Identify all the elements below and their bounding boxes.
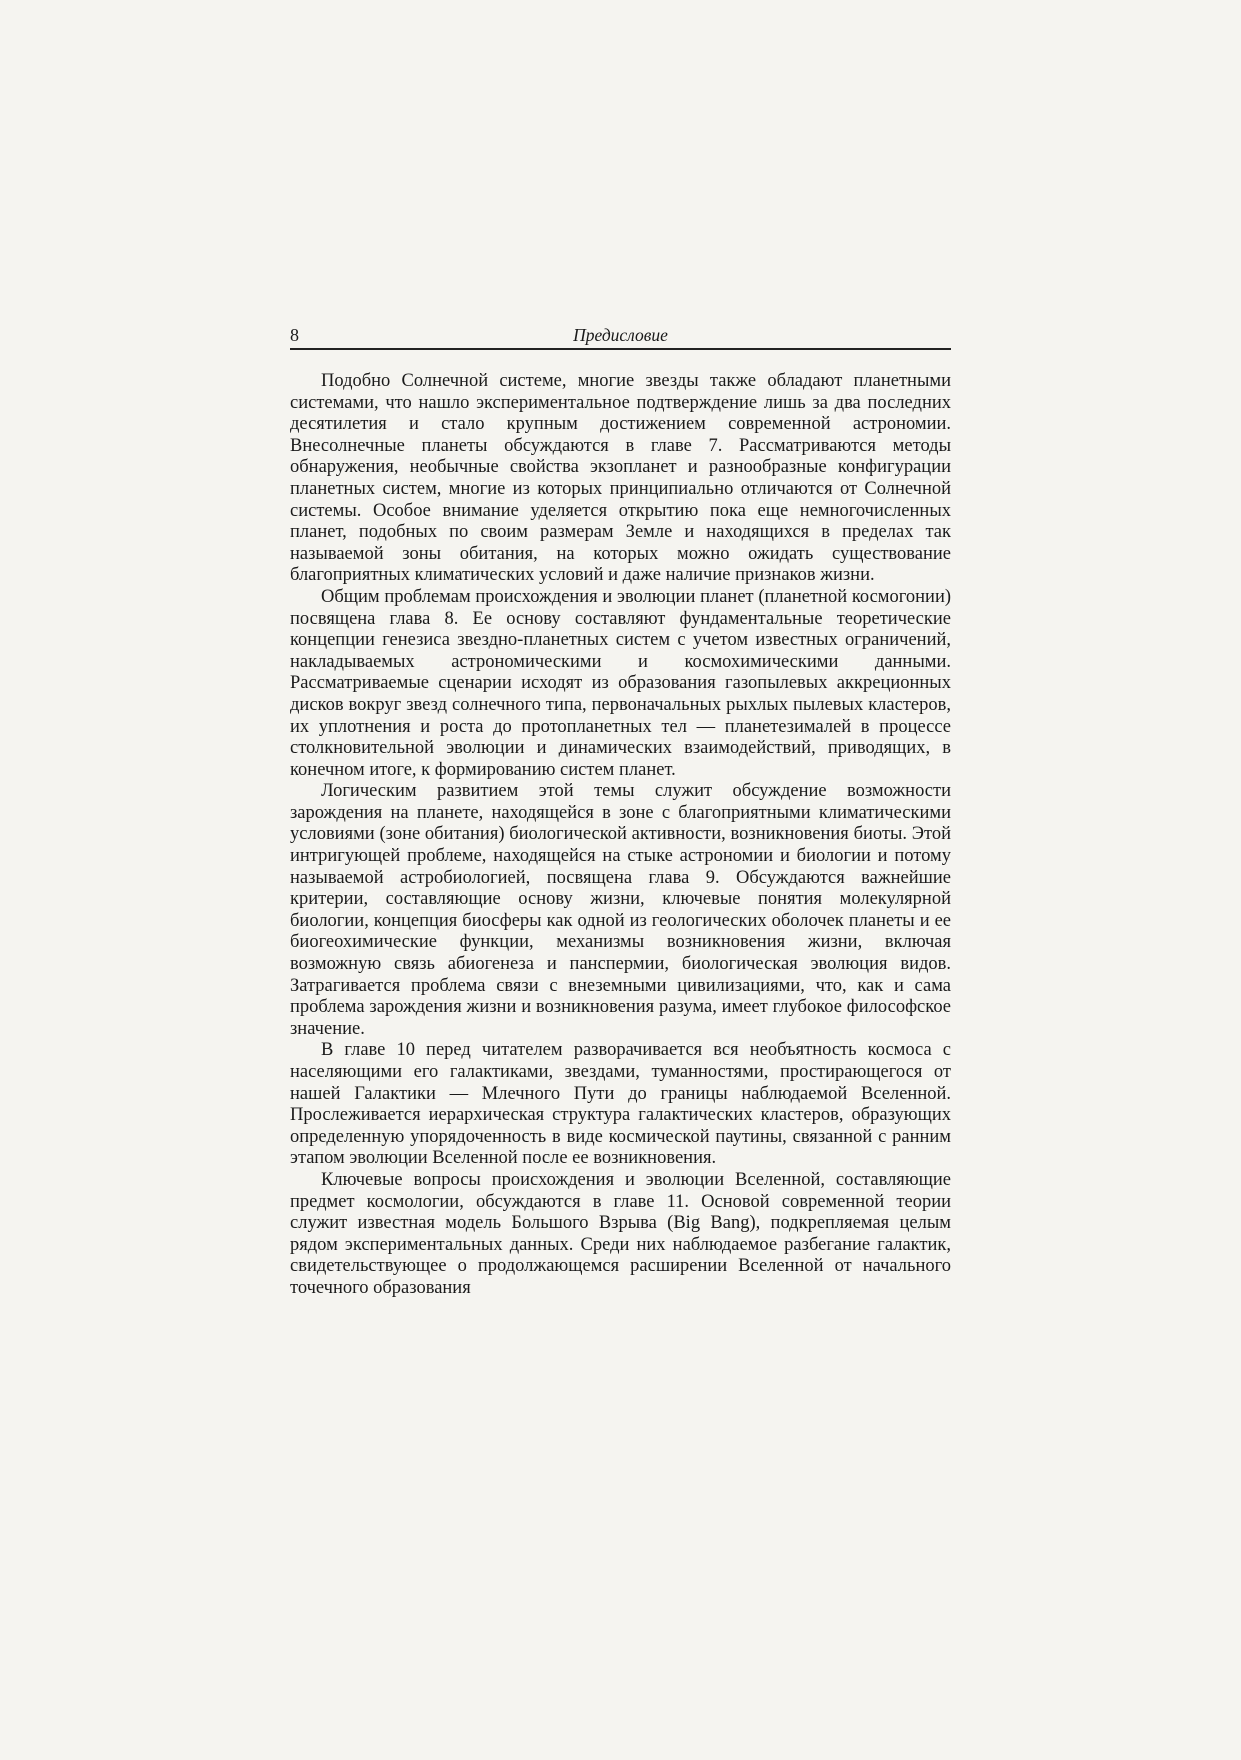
paragraph-planetary-cosmogony: Общим проблемам происхождения и эволюции планет (планетной космогонии) посвящена глава 8. Ее основу составляют фундаментальные теоретические концепции генезиса звездно-планетных систем с учетом известных ограничений, накладываемых астрономическими и космохимическими данными. Рассматриваемые сценарии исходят из образования газопылевых аккреционных дисков вокруг звезд солнечного типа, первоначальных рыхлых пылевых кластеров, их уплотнения и роста до протопланетных тел — планетезималей в процессе столкновительной эволюции и динамических взаимодействий, приводящих, в конечном итоге, к формированию систем планет. [290, 586, 951, 780]
paragraph-astrobiology: Логическим развитием этой темы служит обсуждение возможности зарождения на планете, находящейся в зоне с благоприятными климатическими условиями (зоне обитания) биологической активности, возникновения биоты. Этой интригующей проблеме, находящейся на стыке астрономии и биологии и потому называемой астробиологией, посвящена глава 9. Обсуждаются важнейшие критерии, составляющие основу жизни, ключевые понятия молекулярной биологии, концепция биосферы как одной из геологических оболочек планеты и ее биогеохимические функции, механизмы возникновения жизни, включая возможную связь абиогенеза и панспермии, биологическая эволюция видов. Затрагивается проблема связи с внеземными цивилизациями, что, как и сама проблема зарождения жизни и возникновения разума, имеет глубокое философское значение. [290, 781, 951, 1039]
paragraph-exoplanets: Подобно Солнечной системе, многие звезды также обладают планетными системами, что нашло экспериментальное подтверждение лишь за два последних десятилетия и стало крупным достижением современной астрономии. Внесолнечные планеты обсуждаются в главе 7. Рассматриваются методы обнаружения, необычные свойства экзопланет и разнообразные конфигурации планетных систем, многие из которых принципиально отличаются от Солнечной системы. Особое внимание уделяется открытию пока еще немногочисленных планет, подобных по своим размерам Земле и находящихся в пределах так называемой зоны обитания, на которых можно ожидать существование благоприятных климатических условий и даже наличие признаков жизни. [290, 371, 951, 586]
text-block [290, 322, 951, 1300]
page-number: 8 [290, 325, 299, 345]
running-head [290, 322, 951, 350]
paragraph-cosmology: Ключевые вопросы происхождения и эволюции Вселенной, составляющие предмет космологии, обсуждаются в главе 11. Основой современной теории служит известная модель Большого Взрыва (Big Bang), подкрепляемая целым рядом экспериментальных данных. Среди них наблюдаемое разбегание галактик, свидетельствующее о продолжающемся расширении Вселенной от начального точечного образования [290, 1169, 951, 1298]
paragraph-galaxies: В главе 10 перед читателем разворачивается вся необъятность космоса с населяющими его галактиками, звездами, туманностями, простирающегося от нашей Галактики — Млечного Пути до границы наблюдаемой Вселенной. Прослеживается иерархическая структура галактических кластеров, образующих определенную упорядоченность в виде космической паутины, связанной с ранним этапом эволюции Вселенной после ее возникновения. [290, 1040, 951, 1169]
running-title: Предисловие [573, 325, 668, 345]
body-text [290, 371, 951, 1300]
